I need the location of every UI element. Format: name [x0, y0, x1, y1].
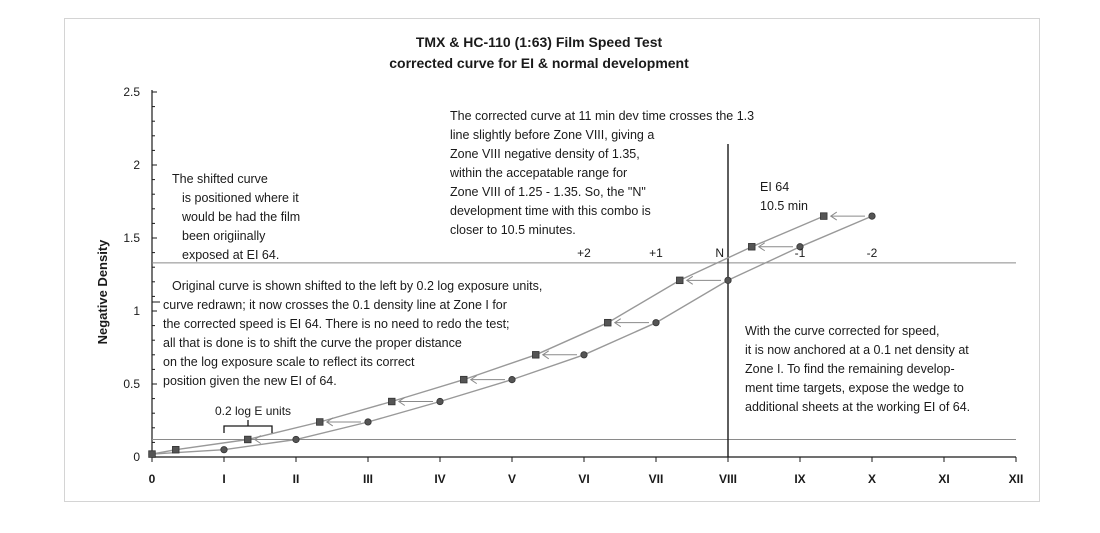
- data-point: [653, 319, 659, 325]
- data-point: [388, 398, 395, 405]
- y-tick-label: 0: [133, 450, 140, 464]
- data-point: [869, 213, 875, 219]
- annotation-original-line-1: Original curve is shown shifted to the left by 0.2 log exposure units,: [172, 279, 543, 293]
- annotation-top-line-2: line slightly before Zone VIII, giving a: [450, 128, 655, 142]
- annotation-shifted-line-5: exposed at EI 64.: [182, 248, 280, 262]
- y-axis-label: Negative Density: [95, 239, 110, 345]
- data-point: [509, 376, 515, 382]
- annotation-right-line-4: ment time targets, expose the wedge to: [745, 381, 964, 395]
- annotation-right-line-5: additional sheets at the working EI of 64.: [745, 400, 971, 414]
- data-point: [676, 277, 683, 284]
- annotation-top-line-6: development time with this combo is: [450, 204, 651, 218]
- x-tick-label: IX: [794, 472, 806, 486]
- y-tick-label: 1.5: [123, 231, 140, 245]
- point-label: +1: [649, 245, 663, 260]
- data-point: [293, 436, 299, 442]
- annotation-right-line-2: it is now anchored at a 0.1 net density at: [745, 343, 969, 357]
- x-tick-label: IV: [434, 472, 446, 486]
- data-point: [532, 352, 539, 359]
- data-point: [820, 213, 827, 220]
- annotation-shifted-line-2: is positioned where it: [182, 191, 299, 205]
- x-tick-label: II: [292, 472, 300, 486]
- annotation-top-line-3: Zone VIII negative density of 1.35,: [450, 147, 640, 161]
- x-tick-label: X: [867, 472, 877, 486]
- annotation-ei-line-1: EI 64: [760, 180, 790, 194]
- annotation-ei-label: [760, 180, 808, 213]
- x-tick-label: V: [507, 472, 517, 486]
- data-point: [748, 243, 755, 250]
- annotation-shifted-curve: [172, 172, 304, 262]
- annotation-shifted-line-3: would be had the film: [182, 210, 301, 224]
- annotation-original-line-6: position given the new EI of 64.: [163, 374, 337, 388]
- y-tick-label: 0.5: [123, 377, 140, 391]
- annotation-original-line-5: on the log exposure scale to reflect its correct: [163, 355, 415, 369]
- data-point: [581, 352, 587, 358]
- data-point: [604, 319, 611, 326]
- x-tick-label: XI: [938, 472, 950, 486]
- x-tick-label: I: [222, 472, 226, 486]
- x-tick-label: VIII: [718, 472, 738, 486]
- annotation-top-line-5: Zone VIII of 1.25 - 1.35. So, the "N": [450, 185, 646, 199]
- annotation-original-line-2: curve redrawn; it now crosses the 0.1 density line at Zone I for: [163, 298, 507, 312]
- y-tick-label: 1: [133, 304, 140, 318]
- annotation-ei-line-2: 10.5 min: [760, 199, 808, 213]
- data-point: [725, 277, 731, 283]
- x-tick-label: VII: [648, 472, 664, 486]
- data-point: [365, 419, 371, 425]
- point-label: -1: [794, 245, 806, 260]
- bracket-label: 0.2 log E units: [215, 404, 292, 418]
- x-tick-label: 0: [148, 472, 156, 486]
- annotation-top-line-7: closer to 10.5 minutes.: [450, 223, 576, 237]
- y-tick-label: 2.5: [123, 85, 140, 99]
- x-tick-label: VI: [578, 472, 590, 486]
- x-tick-label: XII: [1008, 472, 1024, 486]
- point-label: N: [715, 245, 724, 260]
- annotation-top-line-1: The corrected curve at 11 min dev time crosses the 1.3: [450, 109, 755, 123]
- annotation-original-line-4: all that is done is to shift the curve the proper distance: [163, 336, 462, 350]
- annotation-original-line-3: the corrected speed is EI 64. There is no need to redo the test;: [163, 317, 510, 331]
- point-label: -2: [866, 245, 878, 260]
- x-tick-label: III: [362, 472, 374, 486]
- annotation-right-note: [745, 324, 972, 414]
- log-e-bracket: [224, 420, 272, 433]
- data-point: [460, 376, 467, 383]
- chart-title-line-1: TMX & HC-110 (1:63) Film Speed Test: [415, 34, 663, 50]
- data-point: [149, 451, 156, 458]
- point-label: +2: [577, 245, 591, 260]
- annotation-top-center: [449, 109, 758, 237]
- chart-title-line-2: corrected curve for EI & normal development: [389, 55, 689, 71]
- annotation-right-line-1: With the curve corrected for speed,: [745, 324, 940, 338]
- data-point: [437, 398, 443, 404]
- data-point: [172, 446, 179, 453]
- annotation-right-line-3: Zone I. To find the remaining develop-: [745, 362, 955, 376]
- y-tick-label: 2: [133, 158, 140, 172]
- data-point: [244, 436, 251, 443]
- annotation-shifted-line-1: The shifted curve: [172, 172, 268, 186]
- data-point: [221, 447, 227, 453]
- annotation-top-line-4: within the accepatable range for: [450, 166, 628, 180]
- data-point: [316, 419, 323, 426]
- annotation-shifted-line-4: been origiinally: [182, 229, 266, 243]
